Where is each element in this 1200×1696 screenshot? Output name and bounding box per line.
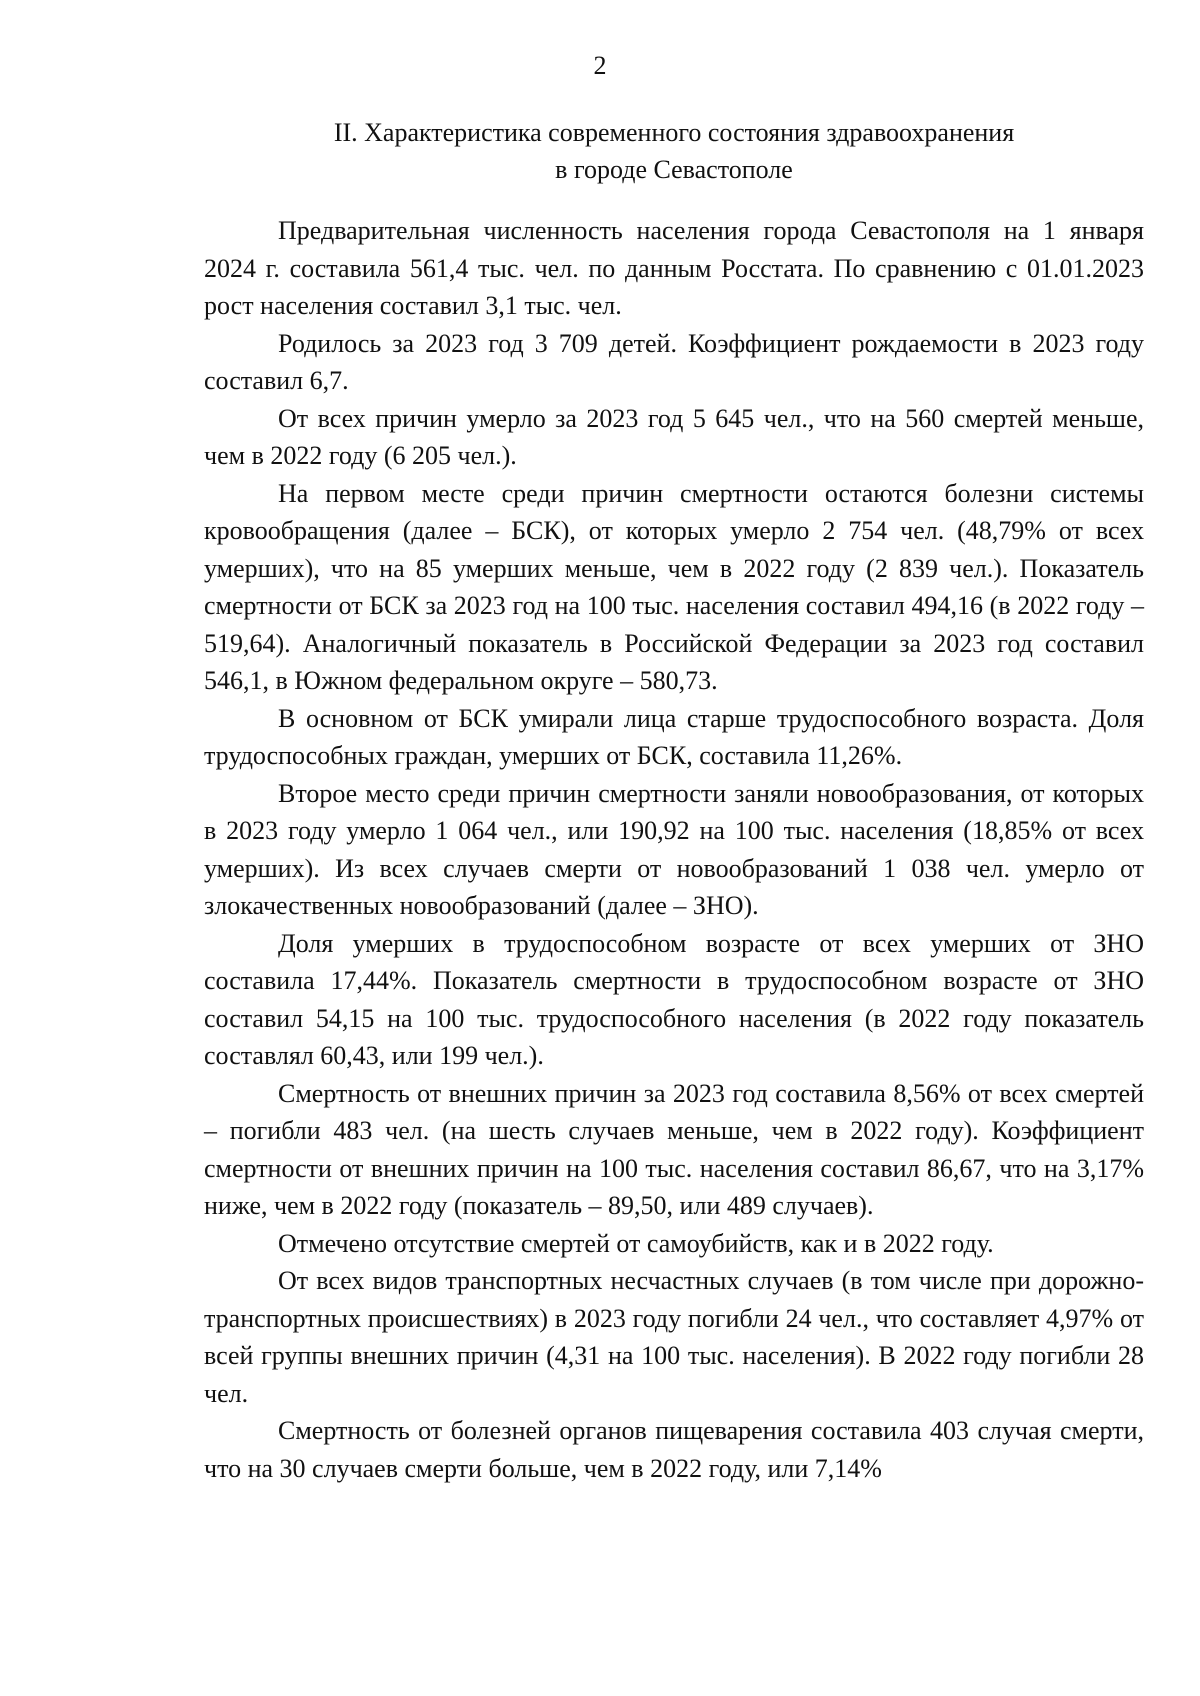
section-heading-line-1: II. Характеристика современного состояния здравоохранения [333, 118, 1015, 147]
paragraph-digestive-diseases: Смертность от болезней органов пищеварения составила 403 случая смерти, что на 30 случаев смерти больше, чем в 2022 году, или 7,14% [204, 1416, 1144, 1483]
body-text [204, 212, 1144, 1487]
paragraph-cardiovascular-working-age: В основном от БСК умирали лица старше трудоспособного возраста. Доля трудоспособных граждан, умерших от БСК, составила 11,26%. [204, 703, 1144, 770]
paragraph-external-causes: Смертность от внешних причин за 2023 год составила 8,56% от всех смертей – погибли 483 чел. (на шесть случаев меньше, чем в 2022 году). Коэффициент смертности от внешних причин на 100 тыс. населения составил 86,67, что на 3,17% ниже, чем в 2022 году (показатель – 89,50, или 489 случаев). [204, 1078, 1144, 1220]
paragraph-births: Родилось за 2023 год 3 709 детей. Коэффициент рождаемости в 2023 году составил 6,7. [204, 328, 1144, 395]
paragraph-suicides: Отмечено отсутствие смертей от самоубийств, как и в 2022 году. [278, 1228, 994, 1258]
paragraph-transport-accidents: От всех видов транспортных несчастных случаев (в том числе при дорожно-транспортных происшествиях) в 2023 году погибли 24 чел., что составляет 4,97% от всей группы внешних причин (4,31 на 100 тыс. населения). В 2022 году погибли 28 чел. [204, 1266, 1144, 1408]
section-heading [204, 114, 1144, 188]
paragraph-population: Предварительная численность населения города Севастополя на 1 января 2024 г. составила 561,4 тыс. чел. по данным Росстата. По сравнению с 01.01.2023 рост населения составил 3,1 тыс. чел. [204, 216, 1144, 320]
page-number: 2 [593, 51, 607, 80]
paragraph-neoplasms: Второе место среди причин смертности заняли новообразования, от которых в 2023 году умерло 1 064 чел., или 190,92 на 100 тыс. населения (18,85% от всех умерших). Из всех случаев смерти от новообразований 1 038 чел. умерло от злокачественных новообразований (далее – ЗНО). [204, 778, 1144, 920]
paragraph-cardiovascular: На первом месте среди причин смертности остаются болезни системы кровообращения (далее – БСК), от которых умерло 2 754 чел. (48,79% от всех умерших), что на 85 умерших меньше, чем в 2022 году (2 839 чел.). Показатель смертности от БСК за 2023 год на 100 тыс. населения составил 494,16 (в 2022 году – 519,64). Аналогичный показатель в Российской Федерации за 2023 год составил 546,1, в Южном федеральном округе – 580,73. [204, 478, 1144, 695]
paragraph-malignant-working-age: Доля умерших в трудоспособном возрасте от всех умерших от ЗНО составила 17,44%. Показатель смертности в трудоспособном возрасте от ЗНО составил 54,15 на 100 тыс. трудоспособного населения (в 2022 году показатель составлял 60,43, или 199 чел.). [204, 928, 1144, 1070]
paragraph-total-deaths: От всех причин умерло за 2023 год 5 645 чел., что на 560 смертей меньше, чем в 2022 году (6 205 чел.). [204, 403, 1144, 470]
section-heading-line-2: в городе Севастополе [555, 155, 793, 184]
